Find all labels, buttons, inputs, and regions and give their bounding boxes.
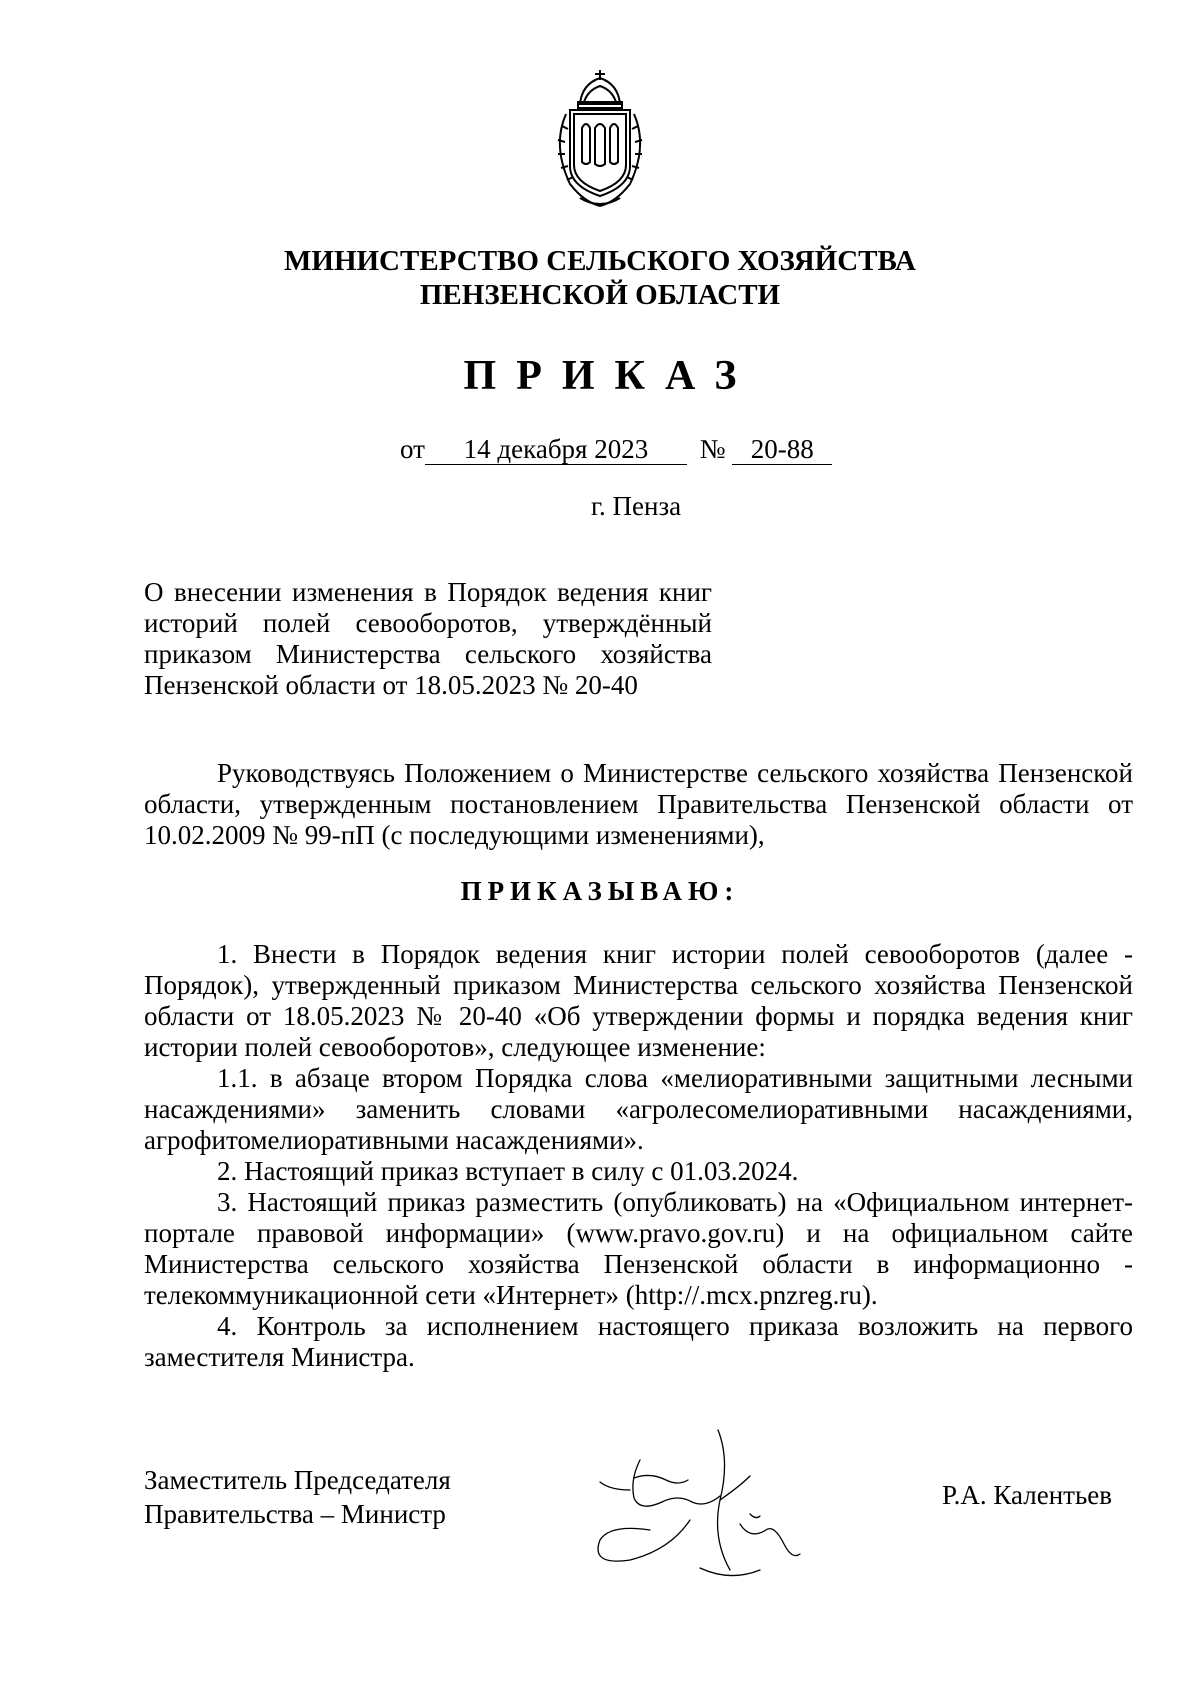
order-subject: О внесении изменения в Порядок ведения книг историй полей севооборотов, утверждённый приказом Министерства сельского хозяйства Пензенской области от 18.05.2023 № 20-40 (144, 577, 712, 700)
item-1-1: 1.1. в абзаце втором Порядка слова «мелиоративными защитными лесными насаждениями» заменить словами «агролесомелиоративными насаждениями, агрофитомелиоративными насаждениями». (144, 1063, 1133, 1155)
order-date-number-line (400, 434, 832, 465)
order-number: 20-88 (732, 434, 832, 465)
order-title: ПРИКАЗ (463, 353, 757, 399)
item-3: 3. Настоящий приказ разместить (опубликовать) на «Официальном интернет-портале правовой информации» (www.pravo.gov.ru) и на официальном сайте Министерства сельского хозяйства Пензенской области в информационно - телекоммуникационной сети «Интернет» (http://.mcx.pnzreg.ru). (144, 1187, 1133, 1310)
decree-word: ПРИКАЗЫВАЮ: (460, 876, 740, 906)
city: г. Пенза (591, 491, 682, 521)
preamble: Руководствуясь Положением о Министерстве сельского хозяйства Пензенской области, утвержденным постановлением Правительства Пензенской области от 10.02.2009 № 99-пП (с последующими изменениями), (144, 758, 1133, 850)
ministry-name-line2: ПЕНЗЕНСКОЙ ОБЛАСТИ (419, 279, 781, 311)
handwritten-signature (570, 1420, 830, 1595)
signatory-position (144, 1463, 451, 1531)
ministry-name-line1: МИНИСТЕРСТВО СЕЛЬСКОГО ХОЗЯЙСТВА (284, 245, 916, 277)
item-2: 2. Настоящий приказ вступает в силу с 01.03.2024. (217, 1156, 799, 1186)
coat-of-arms-emblem (540, 66, 660, 211)
signer-name: Р.А. Калентьев (942, 1480, 1113, 1510)
from-label: от (400, 434, 425, 464)
order-date: 14 декабря 2023 (425, 434, 687, 465)
position-line2: Правительства – Министр (144, 1499, 446, 1529)
item-1: 1. Внести в Порядок ведения книг истории полей севооборотов (далее - Порядок), утвержденный приказом Министерства сельского хозяйства Пензенской области от 18.05.2023 № 20-40 «Об утверждении формы и порядка ведения книг истории полей севооборотов», следующее изменение: (144, 939, 1133, 1062)
item-4: 4. Контроль за исполнением настоящего приказа возложить на первого заместителя Министра. (144, 1311, 1133, 1372)
ministry-name (0, 244, 1200, 312)
number-label: № (699, 434, 726, 464)
position-line1: Заместитель Председателя (144, 1465, 451, 1495)
